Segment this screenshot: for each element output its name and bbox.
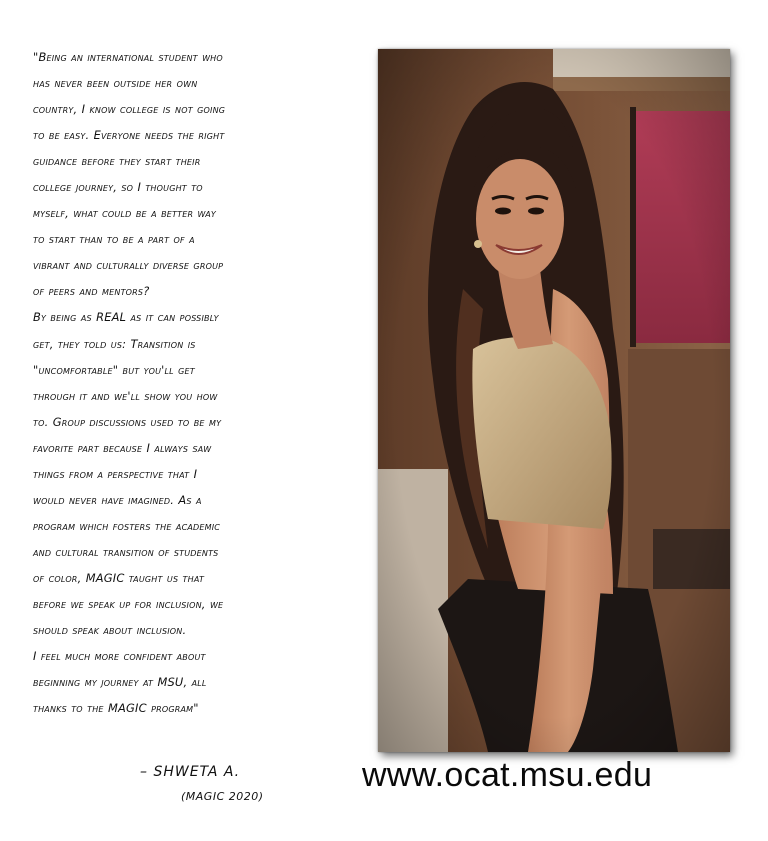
quote-line: college journey, so I thought to <box>33 180 203 195</box>
quote-line: get, they told us: Transition is <box>33 336 196 351</box>
quote-line: of color, MAGIC taught us that <box>33 570 205 585</box>
quote-line: "uncomfortable" but you'll get <box>33 362 195 377</box>
quote-line: to be easy. Everyone needs the right <box>33 128 225 143</box>
quote-line: would never have imagined. As a <box>33 492 202 507</box>
quote-line: through it and we'll show you how <box>33 388 218 403</box>
quote-line: and cultural transition of students <box>33 544 219 559</box>
testimonial-author: – SHWETA A. <box>140 764 241 780</box>
quote-line: of peers and mentors? <box>33 284 150 299</box>
testimonial-program-year: (MAGIC 2020) <box>181 790 264 803</box>
quote-line: should speak about inclusion. <box>33 623 187 638</box>
student-photo-illustration <box>378 49 730 752</box>
quote-line: I feel much more confident about <box>33 649 206 664</box>
quote-line: program which fosters the academic <box>33 518 221 533</box>
quote-line: things from a perspective that I <box>33 466 198 481</box>
quote-line: thanks to the MAGIC program" <box>33 701 199 716</box>
quote-line: By being as REAL as it can possibly <box>33 310 219 325</box>
quote-line: before we speak up for inclusion, we <box>33 596 224 611</box>
testimonial-quote <box>33 44 378 721</box>
quote-line: vibrant and culturally diverse group <box>33 258 224 273</box>
photo-vignette <box>378 49 730 752</box>
student-photo <box>378 49 730 752</box>
quote-line: country, I know college is not going <box>33 102 226 117</box>
quote-line: guidance before they start their <box>33 154 201 169</box>
quote-line: has never been outside her own <box>33 76 198 91</box>
quote-line: to start than to be a part of a <box>33 232 195 247</box>
quote-line: favorite part because I always saw <box>33 440 212 455</box>
quote-line: beginning my journey at MSU, all <box>33 675 207 690</box>
quote-line: "Being an international student who <box>33 50 223 64</box>
quote-line: to. Group discussions used to be my <box>33 414 222 429</box>
quote-line: myself, what could be a better way <box>33 206 217 221</box>
website-link[interactable]: www.ocat.msu.edu <box>362 756 653 794</box>
